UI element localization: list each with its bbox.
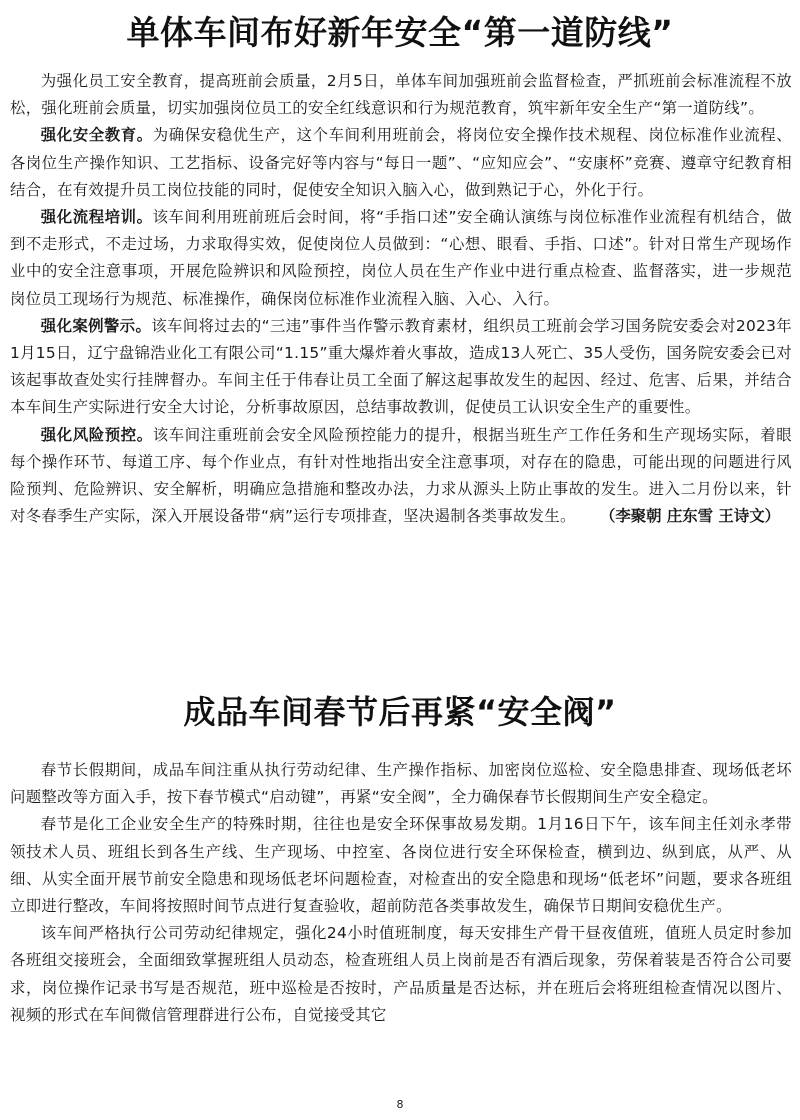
article-1-title: 单体车间布好新年安全“第一道防线” — [126, 13, 674, 52]
article-1-section — [10, 122, 792, 204]
article-2-paragraph: 该车间严格执行公司劳动纪律规定，强化24小时值班制度，每天安排生产骨干昼夜值班，值班人员定时参加各班组交接班会，全面细致掌握班组人员动态，检查班组人员上岗前是否有酒后现象，劳保着装是否符合公司要求，岗位操作记录书写是否规范，班中巡检是否按时，产品质量是否达标，并在班后会将班组检查情况以图片、视频的形式在车间微信管理群进行公布，自觉接受其它 — [10, 924, 792, 1024]
article-2-title: 成品车间春节后再紧“安全阀” — [183, 693, 617, 731]
section-text: 该车间利用班前班后会时间，将“手指口述”安全确认演练与岗位标准作业流程有机结合，做到不走形式，不走过场，力求取得实效，促使岗位人员做到：“心想、眼看、手指、口述”。针对日常生产现场作业中的安全注意事项，开展危险辨识和风险预控，岗位人员在生产作业中进行重点检查、监督落实，进一步规范岗位员工现场行为规范、标准操作，确保岗位标准作业流程入脑、入心、入行。 — [10, 208, 793, 308]
article-1-section — [10, 204, 792, 313]
article-1-intro: 为强化员工安全教育，提高班前会质量，2月5日，单体车间加强班前会监督检查，严抓班前会标准流程不放松，强化班前会质量，切实加强岗位员工的安全红线意识和行为规范教育，筑牢新年安全生产“第一道防线”。 — [10, 72, 792, 118]
article-1-section — [10, 313, 792, 422]
article-2-body — [10, 757, 792, 1029]
page-number: 8 — [396, 1098, 404, 1111]
section-lead: 强化流程培训。 — [40, 208, 153, 227]
section-text: 该车间将过去的“三违”事件当作警示教育素材，组织员工班前会学习国务院安委会对2023年1月15日，辽宁盘锦浩业化工有限公司“1.15”重大爆炸着火事故，造成13人死亡、35人受伤，国务院安委会已对该起事故查处实行挂牌督办。车间主任于伟春让员工全面了解这起事故发生的起因、经过、危害、后果，并结合本车间生产实际进行安全大讨论，分析事故原因，总结事故教训，促使员工认识安全生产的重要性。 — [10, 316, 793, 417]
section-lead: 强化案例警示。 — [40, 316, 152, 335]
article-2-paragraph: 春节长假期间，成品车间注重从执行劳动纪律、生产操作指标、加密岗位巡检、安全隐患排查、现场低老坏问题整改等方面入手，按下春节模式“启动键”，再紧“安全阀”，全力确保春节长假期间生产安全稳定。 — [10, 761, 792, 807]
article-2-paragraph: 春节是化工企业安全生产的特殊时期，往往也是安全环保事故易发期。1月16日下午，该车间主任刘永孝带领技术人员、班组长到各生产线、生产现场、中控室、各岗位进行安全环保检查，横到边、纵到底，从严、从细、从实全面开展节前安全隐患和现场低老坏问题检查，对检查出的安全隐患和现场“低老坏”问题，要求各班组立即进行整改，车间将按照时间节点进行复查验收，超前防范各类事故发生，确保节日期间安稳优生产。 — [10, 815, 792, 916]
article-1-authors: （李聚朝 庄东雪 王诗文） — [599, 507, 780, 526]
article-1-body — [10, 68, 792, 530]
section-text: 该车间注重班前会安全风险预控能力的提升，根据当班生产工作任务和生产现场实际，着眼每个操作环节、每道工序、每个作业点，有针对性地指出安全注意事项，对存在的隐患，可能出现的问题进行风险预判、危险辨识、安全解析，明确应急措施和整改办法，力求从源头上防止事故的发生。进入二月份以来，针对冬春季生产实际，深入开展设备带“病”运行专项排查，坚决遏制各类事故发生。 — [10, 425, 792, 526]
section-lead: 强化安全教育。 — [40, 126, 153, 145]
section-text: 为确保安稳优生产，这个车间利用班前会，将岗位安全操作技术规程、岗位标准作业流程、各岗位生产操作知识、工艺指标、设备完好等内容与“每日一题”、“应知应会”、“安康杯”竞赛、遵章守纪教育相结合，在有效提升员工岗位技能的同时，促使安全知识入脑入心，做到熟记于心，外化于行。 — [10, 126, 792, 199]
section-lead: 强化风险预控。 — [40, 425, 153, 444]
